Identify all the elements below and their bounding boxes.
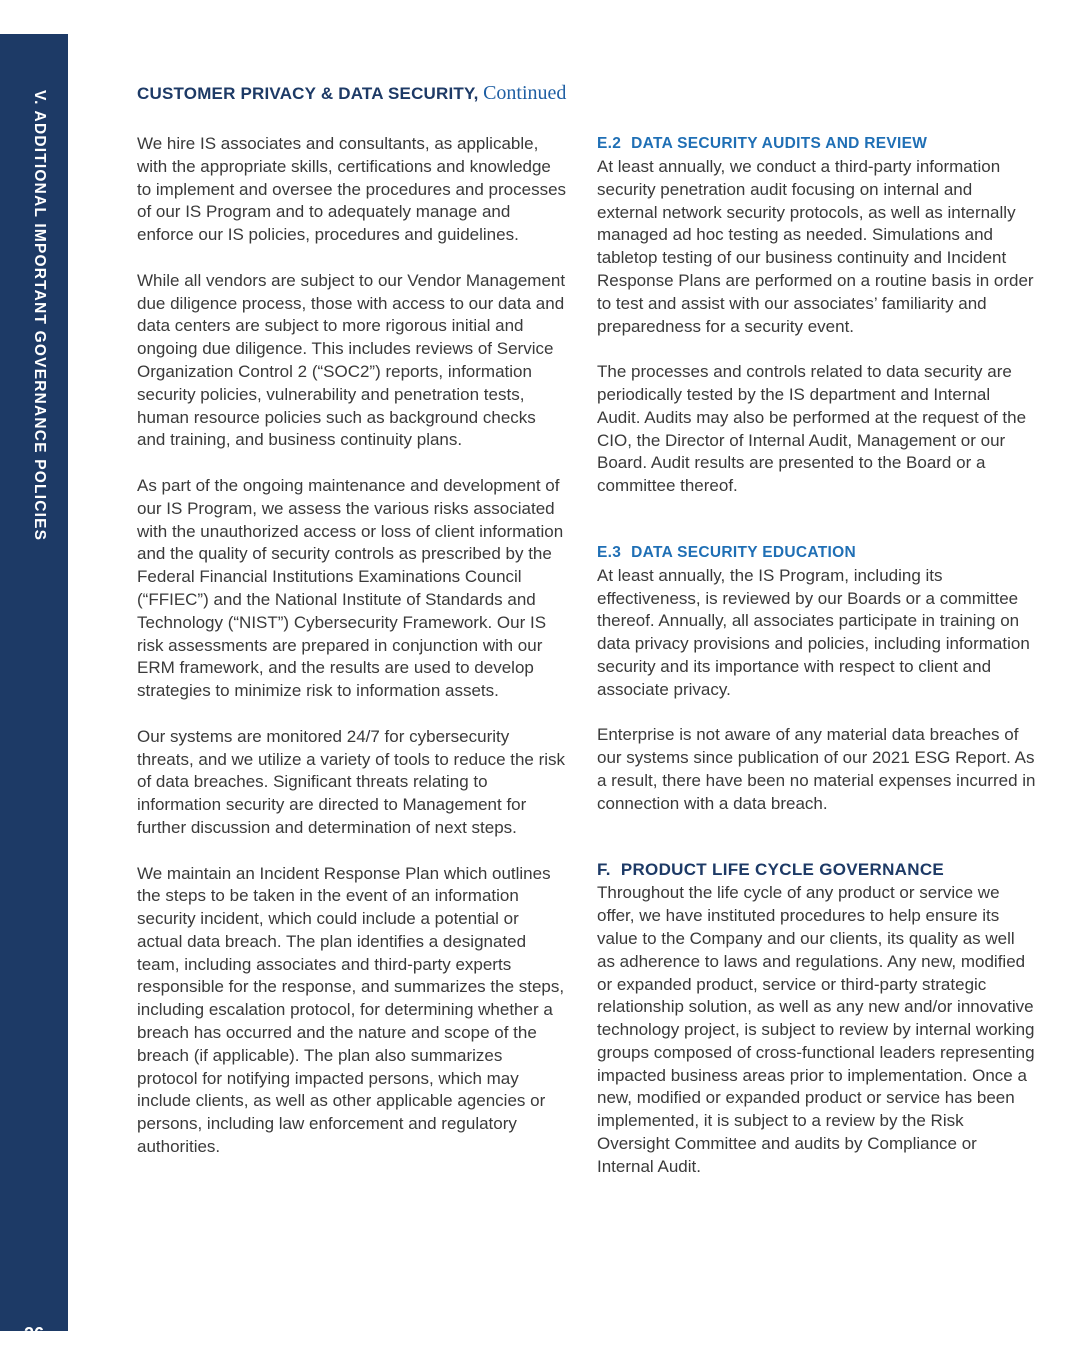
- section-title: PRODUCT LIFE CYCLE GOVERNANCE: [620, 860, 945, 880]
- section-title: DATA SECURITY AUDITS AND REVIEW: [631, 135, 928, 152]
- paragraph: Enterprise is not aware of any material data breaches of our systems since publication of our 2021 ESG Report. As a result, there have been no material expenses incurred in connection with a data breach.: [597, 725, 1036, 813]
- page-number: 26: [23, 1324, 45, 1344]
- paragraph: As part of the ongoing maintenance and development of our IS Program, we assess the various risks associated with the unauthorized access or loss of client information and the quality of security controls as prescribed by the Federal Financial Institutions Examinations Council (“FFIEC”) and the National Institute of Standards and Technology (“NIST”) Cybersecurity Framework. Our IS risk assessments are prepared in conjunction with our ERM framework, and the results are used to develop strategies to minimize risk to information assets.: [137, 475, 564, 701]
- paragraph: At least annually, we conduct a third-party information security penetration audit focusing on internal and external network security protocols, as well as internally managed ad hoc testing as needed. Simulations and tabletop testing of our business continuity and Incident Response Plans are performed on a routine basis in order to test and assist with our associates’ familiarity and preparedness for a security event.: [597, 157, 1034, 336]
- sidebar-band: [0, 34, 68, 1344]
- section-number: E.2: [597, 135, 622, 152]
- section-number: F.: [597, 860, 611, 880]
- section-heading-e3: [597, 542, 1037, 563]
- paragraph: We hire IS associates and consultants, as applicable, with the appropriate skills, certifications and knowledge to implement and oversee the procedures and processes of our IS Program and to adequately manage and enforce our IS policies, procedures and guidelines.: [137, 134, 567, 245]
- section-title: DATA SECURITY EDUCATION: [631, 543, 856, 561]
- paragraph: We maintain an Incident Response Plan which outlines the steps to be taken in the event of an information security incident, which could include a potential or actual data breach. The plan identifies a designated team, including associates and third-party experts responsible for the response, and summarizes the steps, including escalation protocol, for determining whether a breach has occurred and the nature and scope of the breach (if applicable). The plan also summarizes protocol for notifying impacted persons, which may include clients, as well as other applicable agencies or persons, including law enforcement and regulatory authorities.: [137, 863, 565, 1157]
- page-title: CUSTOMER PRIVACY & DATA SECURITY,: [137, 84, 479, 103]
- section-heading-f: [597, 859, 1037, 880]
- section-label: V. ADDITIONAL IMPORTANT GOVERNANCE POLICIES: [31, 90, 48, 542]
- right-column: [597, 133, 1037, 1179]
- left-column: [137, 133, 567, 1159]
- paragraph: Throughout the life cycle of any product or service we offer, we have instituted procedures to help ensure its value to the Company and our clients, its quality as well as adherence to laws and regulations. Any new, modified or expanded product, service or third-party strategic relationship solution, as well as any new and/or innovative technology project, is subject to review by internal working groups composed of cross-functional leaders representing impacted business areas prior to implementation. Once a new, modified or expanded product or service has been implemented, it is subject to a review by the Risk Oversight Committee and audits by Compliance or Internal Audit.: [597, 883, 1035, 1176]
- paragraph: At least annually, the IS Program, including its effectiveness, is reviewed by our Boards or a committee thereof. Annually, all associates participate in training on data privacy provisions and policies, including information security and its importance with respect to client and associate privacy.: [597, 565, 1030, 699]
- section-heading-e2: [597, 133, 1037, 154]
- continued-label: Continued: [483, 82, 567, 104]
- paragraph: Our systems are monitored 24/7 for cybersecurity threats, and we utilize a variety of tools to reduce the risk of data breaches. Significant threats relating to information security are directed to Management for further discussion and determination of next steps.: [137, 726, 566, 837]
- paragraph: While all vendors are subject to our Vendor Management due diligence process, those with access to our data and data centers are subject to more rigorous initial and ongoing due diligence. This includes reviews of Service Organization Control 2 (“SOC2”) reports, information security policies, vulnerability and penetration tests, human resource policies such as background checks and training, and business continuity plans.: [137, 270, 566, 450]
- paragraph: The processes and controls related to data security are periodically tested by the IS department and Internal Audit. Audits may also be performed at the request of the CIO, the Director of Internal Audit, Management or our Board. Audit results are presented to the Board or a committee thereof.: [597, 362, 1027, 496]
- page-header: [137, 82, 566, 105]
- section-number: E.3: [597, 543, 622, 561]
